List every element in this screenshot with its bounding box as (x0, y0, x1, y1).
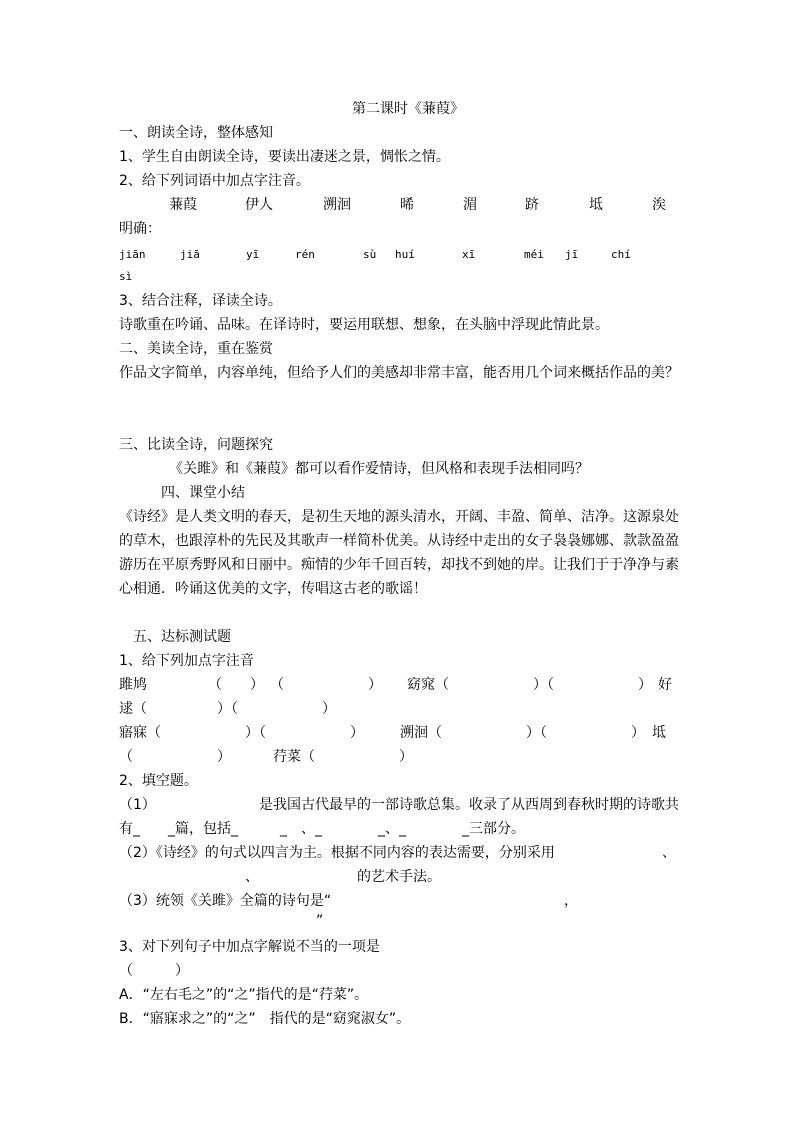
summary-line-1: 《诗经》是人类文明的春天，是初生天地的源头清水，开阔、丰盈、简单、洁净。这源泉处 (119, 509, 679, 525)
s5-row1-b: （ ） (208, 677, 264, 693)
fill-1-text: 是我国古代最早的一部诗歌总集。收录了从西周到春秋时期的诗歌共 (259, 797, 679, 813)
pinyin-7: xī (462, 248, 476, 261)
pinyin-3: yī (246, 248, 260, 261)
word-5: 湄 (463, 197, 477, 213)
section-4-heading: 四、课堂小结 (161, 485, 245, 501)
summary-line-2: 的草木，也跟淳朴的先民及其歌声一样简朴优美。从诗经中走出的女子袅袅娜娜、款款盈盈 (119, 533, 679, 549)
word-7: 坻 (589, 197, 603, 213)
word-1: 蒹葭 (169, 197, 197, 213)
pinyin-2: jiā (180, 248, 200, 261)
s5-row3-b: 溯洄（ ）（ ） (400, 725, 645, 741)
fill-3-text: （3）统领《关雎》全篇的诗句是“ (119, 893, 332, 909)
fill-3-comma: ， (564, 893, 578, 909)
s1-question-3: 3、结合注释，译读全诗。 (119, 293, 282, 309)
s5-row4-a: （ ） (119, 749, 231, 765)
pinyin-5: sù (363, 248, 377, 261)
option-a: A．“左右毛之”的“之”指代的是“荇菜”。 (119, 987, 369, 1003)
s5-row1-e: 好 (658, 677, 672, 693)
s1-question-1: 1、学生自由朗读全诗，要读出凄迷之景，惆怅之情。 (119, 149, 450, 165)
s5-row3-a: 寤寐（ ）（ ） (119, 725, 364, 741)
s3-text: 《关雎》和《蒹葭》都可以看作爱情诗，但风格和表现手法相同吗？ (169, 461, 589, 477)
s5-row1-c: （ ） (270, 677, 382, 693)
pinyin-6: huí (395, 248, 415, 261)
word-2: 伊人 (245, 197, 273, 213)
pinyin-11: sì (119, 270, 133, 283)
s5-row3-c: 坻 (652, 725, 666, 741)
s5-question-3: 3、对下列句子中加点字解说不当的一项是 (119, 939, 380, 955)
fill-2-sep-2: 、 (245, 869, 259, 885)
fill-2-end: 的艺术手法。 (357, 869, 441, 885)
word-4: 晞 (400, 197, 414, 213)
s5-row2: 逑（ ）（ ） (119, 701, 336, 717)
s5-question-1: 1、给下列加点字注音 (119, 653, 254, 669)
fill-2-text: （2）《诗经》的句式以四言为主。根据不同内容的表达需要，分别采用 (119, 845, 555, 861)
fill-1-blanks: 有_ _篇，包括_ _ 、_ _、_ _三部分。 (119, 821, 525, 837)
pinyin-4: rén (295, 248, 315, 261)
s5-row4-b: 荇菜（ ） (273, 749, 413, 765)
pinyin-9: jī (565, 248, 579, 261)
s1-question-2: 2、给下列词语中加点字注音。 (119, 173, 310, 189)
page-title: 第二课时《蒹葭》 (352, 101, 464, 117)
word-6: 跻 (525, 197, 539, 213)
s2-text: 作品文字简单，内容单纯，但给予人们的美感却非常丰富，能否用几个词来概括作品的美？ (119, 365, 679, 381)
fill-2-sep-1: 、 (662, 845, 676, 861)
option-b: B．“寤寐求之”的“之” 指代的是“窈窕淑女”。 (119, 1011, 411, 1027)
summary-line-3: 游历在平原秀野风和日丽中。痴情的少年千回百转，却找不到她的岸。让我们于于净净与素 (119, 557, 679, 573)
s1-question-3-text: 诗歌重在吟诵、品味。在译诗时，要运用联想、想象，在头脑中浮现此情此景。 (119, 317, 609, 333)
word-3: 溯洄 (323, 197, 351, 213)
section-1-heading: 一、朗读全诗，整体感知 (119, 125, 273, 141)
section-2-heading: 二、美读全诗，重在鉴赏 (119, 341, 273, 357)
s5-question-3-answer: （ ） (119, 963, 189, 979)
summary-line-4: 心相通．吟诵这优美的文字，传唱这古老的歌谣！ (119, 581, 427, 597)
pinyin-8: méi (524, 248, 544, 261)
fill-1-number: （1） (119, 797, 156, 813)
pinyin-1: jiān (119, 248, 146, 261)
word-8: 涘 (652, 197, 666, 213)
s5-question-2: 2、填空题。 (119, 773, 198, 789)
pinyin-10: chí (611, 248, 631, 261)
section-5-heading: 五、达标测试题 (133, 629, 231, 645)
answer-label: 明确： (119, 221, 161, 237)
section-3-heading: 三、比读全诗，问题探究 (119, 437, 273, 453)
s5-row1-d: 窈窕（ ）（ ） (407, 677, 652, 693)
s5-row1-a: 雎鸠 (119, 677, 147, 693)
fill-3-close-quote: ” (316, 913, 324, 929)
